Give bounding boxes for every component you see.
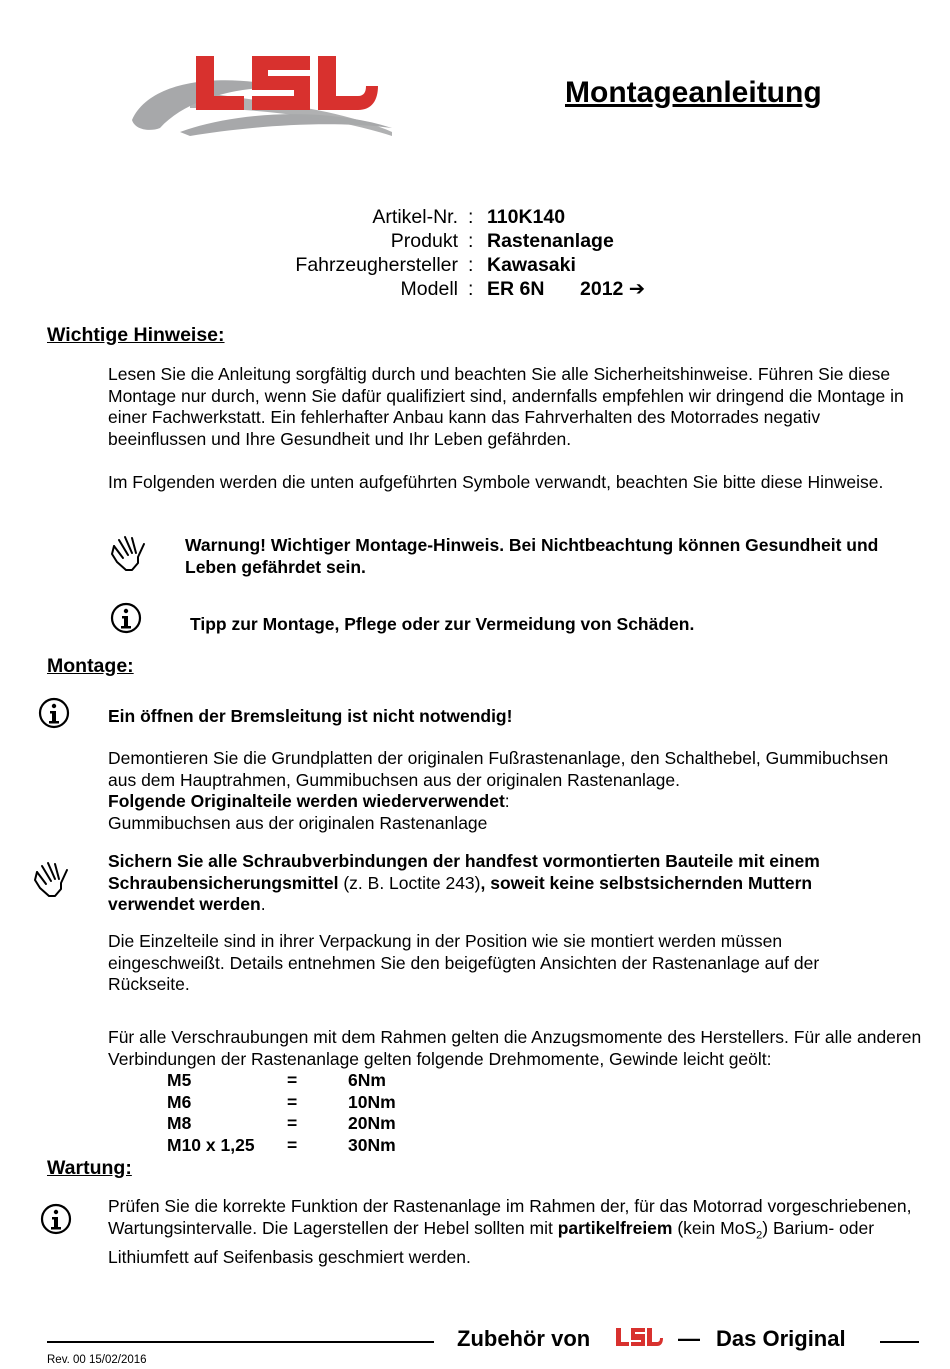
manufacturer-colon: : [468,254,474,276]
tip-text: Tipp zur Montage, Pflege oder zur Vermeidung von Schäden. [190,614,695,634]
parts-packaging-text: Die Einzelteile sind in ihrer Verpackung in der Position wie sie montiert werden müssen eingeschweißt. Details entnehmen Sie den beigefügten Ansichten der Rastenanlage auf der Rückseite. [108,931,820,994]
revision-text: Rev. 00 15/02/2016 [47,1354,147,1366]
footer-right-text: Das Original [716,1326,846,1351]
info-icon [40,1203,72,1235]
manufacturer-label: Fahrzeughersteller [295,254,458,276]
footer-rule-right [880,1341,919,1343]
torque-row: M8 = 20Nm [167,1113,396,1133]
info-icon [110,602,142,634]
footer-left-text: Zubehör von [457,1326,591,1351]
torque-row: M6 = 10Nm [167,1092,396,1112]
torque-row: M10 x 1,25 = 30Nm [167,1135,396,1155]
montage-heading: Montage: [47,655,134,677]
product-value: Rastenanlage [487,230,614,252]
footer-rule-left [47,1341,434,1343]
model-colon: : [468,278,474,300]
hand-icon [31,858,73,900]
hints-heading: Wichtige Hinweise: [47,324,225,346]
model-year: 2012 ➔ [580,278,646,300]
torque-intro: Für alle Verschraubungen mit dem Rahmen gelten die Anzugsmomente des Herstellers. Für alle anderen Verbindungen der Rastenanlage gelten folgende Drehmomente, Gewinde leicht geölt: [108,1027,922,1069]
maintenance-text: Prüfen Sie die korrekte Funktion der Rastenanlage im Rahmen der, für das Motorrad vorgeschriebenen, Wartungsintervalle. Die Lagerstellen der Hebel sollten mit partikelfreiem (kein MoS$_2$) Barium- oder Lithiumfett auf Seifenbasis geschmiert werden. [108,1196,912,1267]
article-value: 110K140 [487,206,566,228]
article-row [0,205,950,229]
thread-locker-warning: Sichern Sie alle Schraubverbindungen der handfest vormontierten Bauteile mit einem Schraubensicherungsmittel (z. B. Loctite 243), soweit keine selbstsichernden Muttern verwendet werden. [108,851,820,914]
manufacturer-value: Kawasaki [487,254,576,276]
hints-paragraph-1: Lesen Sie die Anleitung sorgfältig durch und beachten Sie alle Sicherheitshinweise. Führen Sie diese Montage nur durch, wenn Sie dafür qualifiziert sind, andernfalls empfehlen wir dringend die Montage in einer Fachwerkstatt. Ein fehlerhafter Anbau kann das Fahrverhalten des Motorrades negativ beeinflussen und Ihre Gesundheit und Ihr Leben gefährden. [108,364,904,449]
model-value: ER 6N [487,278,545,300]
footer-dash: — [678,1326,700,1351]
disassembly-instructions: Demontieren Sie die Grundplatten der originalen Fußrastenanlage, den Schalthebel, Gummibuchsen aus dem Hauptrahmen, Gummibuchsen aus der originalen Rastenanlage. [108,748,889,790]
manufacturer-row [0,253,950,277]
product-label: Produkt [390,230,458,252]
reuse-items: Gummibuchsen aus der originalen Rastenanlage [108,812,488,833]
lsl-logo [130,50,395,140]
article-colon: : [468,206,474,228]
maintenance-heading: Wartung: [47,1157,132,1179]
hints-paragraph-2: Im Folgenden werden die unten aufgeführten Symbole verwandt, beachten Sie bitte diese Hinweise. [108,472,884,492]
disassembly-text [108,748,908,834]
model-label: Modell [400,278,458,300]
reuse-heading: Folgende Originalteile werden wiederverwendet: [108,791,510,811]
brake-line-note: Ein öffnen der Bremsleitung ist nicht notwendig! [108,706,513,726]
product-colon: : [468,230,474,252]
info-icon [38,697,70,729]
product-row [0,229,950,253]
torque-row: M5 = 6Nm [167,1070,386,1090]
hand-icon [108,532,150,574]
document-title: Montageanleitung [565,76,822,109]
model-row [0,277,950,301]
footer-lsl-logo [614,1326,664,1350]
article-label: Artikel-Nr. [372,206,458,228]
warning-text: Warnung! Wichtiger Montage-Hinweis. Bei Nichtbeachtung können Gesundheit und Leben gefährdet sein. [185,535,879,577]
